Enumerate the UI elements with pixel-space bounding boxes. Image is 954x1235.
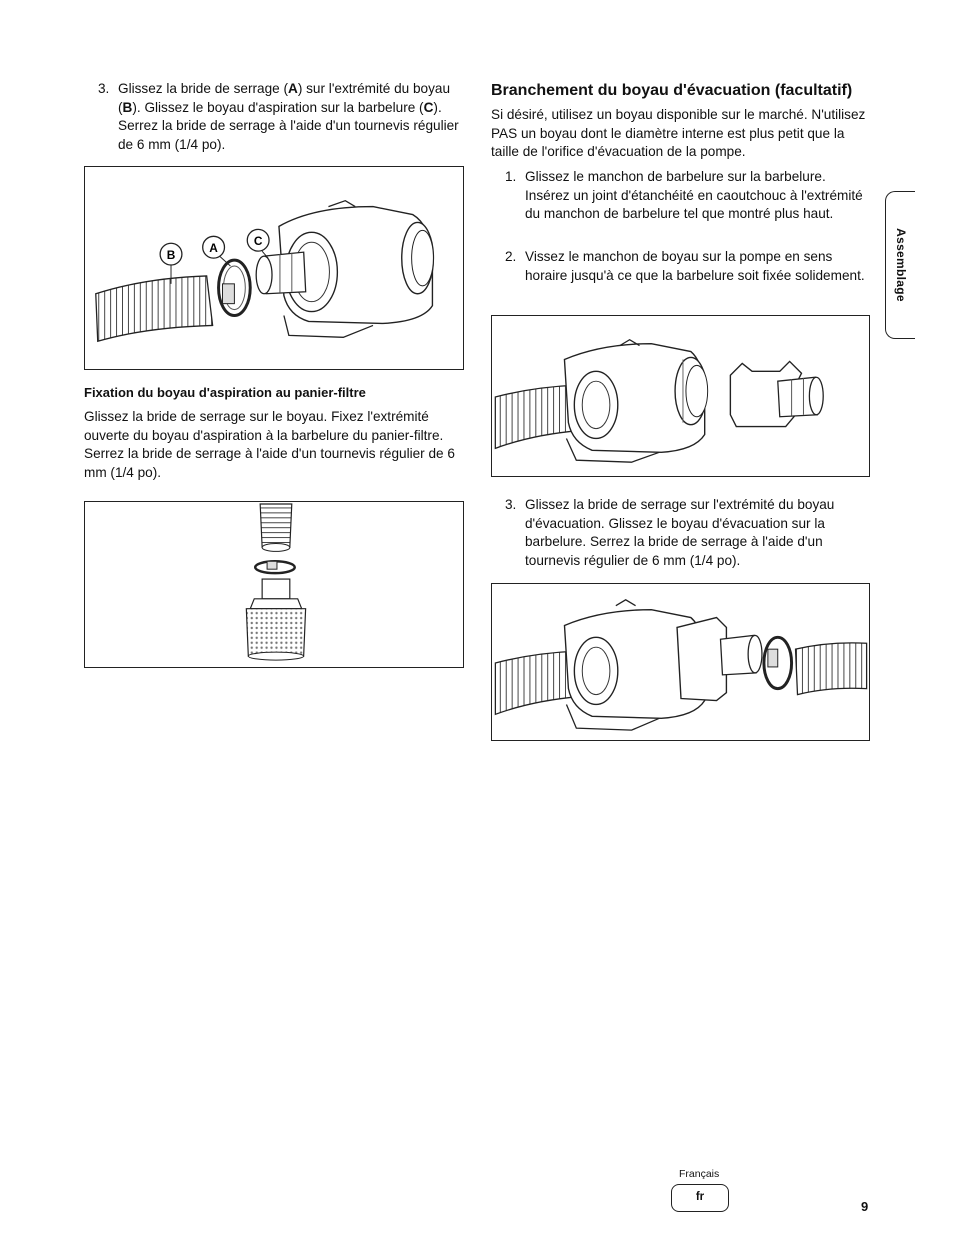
step-text: Glissez la bride de serrage sur l'extrémité du boyau d'évacuation. Glissez le boyau d'évacuation sur la barbelure. Serrez la bride de serrage à l'aide d'un tournevis régulier de 6 mm (1/4 po). xyxy=(525,497,835,568)
callout-a: A xyxy=(209,241,218,256)
figure-strainer xyxy=(84,501,464,668)
step-number: 2. xyxy=(505,249,517,264)
step-number: 3. xyxy=(505,497,517,512)
footer-language: Français xyxy=(679,1168,720,1180)
suction-hose-illustration xyxy=(85,167,463,369)
step-text: Glissez la bride de serrage (A) sur l'extrémité du boyau (B). Glissez le boyau d'aspiration sur la barbelure (C). Serrez la bride de serrage à l'aide d'un tournevis régulier de 6 mm (1/4 po). xyxy=(118,81,459,152)
figure-discharge-hose xyxy=(491,583,870,741)
paragraph-intro: Si désiré, utilisez un boyau disponible sur le marché. N'utilisez PAS un boyau dont le diamètre interne est plus petit que la taille de l'orifice d'évacuation de la pompe. xyxy=(491,107,866,160)
right-step-3 xyxy=(505,496,867,570)
right-step-1 xyxy=(505,168,867,224)
right-step-2 xyxy=(505,248,867,285)
strainer-illustration xyxy=(85,502,463,667)
heading-discharge: Branchement du boyau d'évacuation (facultatif) xyxy=(491,82,853,99)
step-number: 3. xyxy=(98,81,110,96)
figure-barb-sleeve xyxy=(491,315,870,477)
step-text: Glissez le manchon de barbelure sur la barbelure. Insérez un joint d'étanchéité en caoutchouc à l'extrémité du manchon de barbelure tel que montré plus haut. xyxy=(525,169,863,222)
barb-sleeve-illustration xyxy=(492,316,869,476)
discharge-hose-illustration xyxy=(492,584,869,740)
step-text: Vissez le manchon de boyau sur la pompe en sens horaire jusqu'à ce que la barbelure soit fixée solidement. xyxy=(525,249,865,283)
step-number: 1. xyxy=(505,169,517,184)
footer-lang-code: fr xyxy=(671,1184,729,1212)
subheading-strainer: Fixation du boyau d'aspiration au panier-filtre xyxy=(84,385,366,400)
paragraph-strainer: Glissez la bride de serrage sur le boyau. Fixez l'extrémité ouverte du boyau d'aspiration à la barbelure du panier-filtre. Serrez la bride de serrage à l'aide d'un tournevis régulier de 6 mm (1/4 po). xyxy=(84,409,455,480)
section-side-tab xyxy=(885,191,915,339)
page-number: 9 xyxy=(861,1199,869,1214)
side-tab-label: Assemblage xyxy=(893,228,908,302)
figure-suction-hose xyxy=(84,166,464,370)
callout-b: B xyxy=(166,248,176,263)
callout-c: C xyxy=(253,234,263,249)
left-step-3 xyxy=(98,80,464,154)
